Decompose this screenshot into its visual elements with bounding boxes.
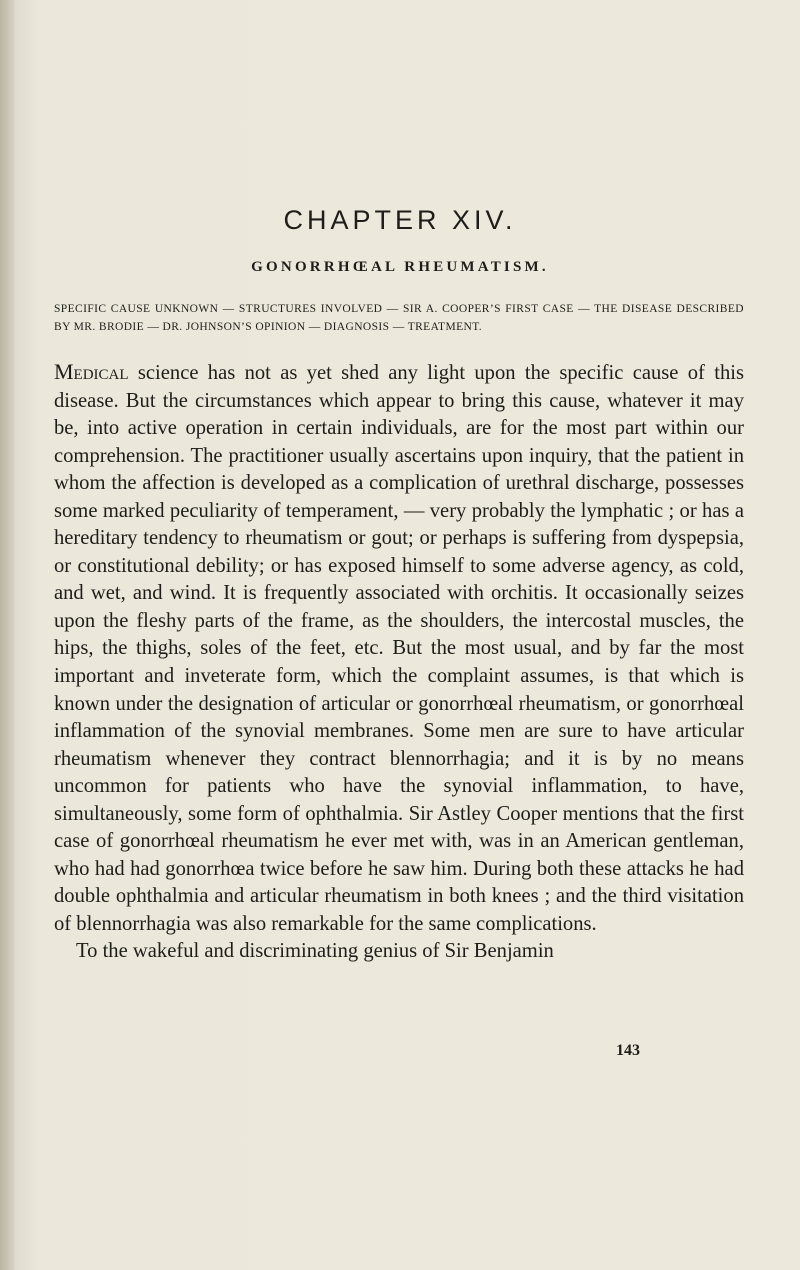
chapter-body	[54, 358, 744, 966]
chapter-title: CHAPTER XIV.	[283, 205, 517, 235]
body-paragraph-2	[54, 938, 744, 966]
body-paragraph-1	[54, 358, 744, 938]
lead-word: Medical	[54, 359, 129, 384]
page-binding-edge	[0, 0, 14, 1270]
chapter-subtitle: GONORRHŒAL RHEUMATISM.	[251, 259, 549, 275]
paragraph-1-text: science has not as yet shed any light upon the specific cause of this disease. But the circumstances which appear to bring this cause, whatever it may be, into active operation in certain individuals, are for the most part within our comprehension. The practitioner usually ascertains upon inquiry, that the patient in whom the affection is developed as a complication of urethral discharge, possesses some marked peculiarity of temperament, — very probably the lymphatic ; or has a hereditary tendency to rheumatism or gout; or perhaps is suffering from dyspepsia, or constitutional debility; or has exposed himself to some adverse agency, as cold, and wet, and wind. It is frequently associated with orchitis. It occasionally seizes upon the fleshy parts of the frame, as the shoulders, the intercostal muscles, the hips, the thighs, soles of the feet, etc. But the most usual, and by far the most important and inveterate form, which the complaint assumes, is that which is known under the designation of articular or gonorrhœal rheumatism, or gonorrhœal inflammation of the synovial membranes. Some men are sure to have articular rheumatism whenever they contract blennorrhagia; and it is by no means uncommon for patients who have the synovial inflammation, to have, simultaneously, some form of ophthalmia. Sir Astley Cooper mentions that the first case of gonorrhœal rheumatism he ever met with, was in an American gentleman, who had had gonorrhœa twice before he saw him. During both these attacks he had double ophthalmia and articular rheumatism in both knees ; and the third visitation of blennorrhagia was also remarkable for the same complications.	[54, 362, 744, 935]
paragraph-2-text: To the wakeful and discriminating genius of Sir Benjamin	[76, 940, 554, 963]
page-number: 143	[616, 1042, 640, 1059]
chapter-summary: SPECIFIC CAUSE UNKNOWN — STRUCTURES INVOLVED — SIR A. COOPER’S FIRST CASE — THE DISEASE DESCRIBED BY MR. BRODIE — DR. JOHNSON’S OPINION — DIAGNOSIS — TREATMENT.	[54, 303, 744, 333]
